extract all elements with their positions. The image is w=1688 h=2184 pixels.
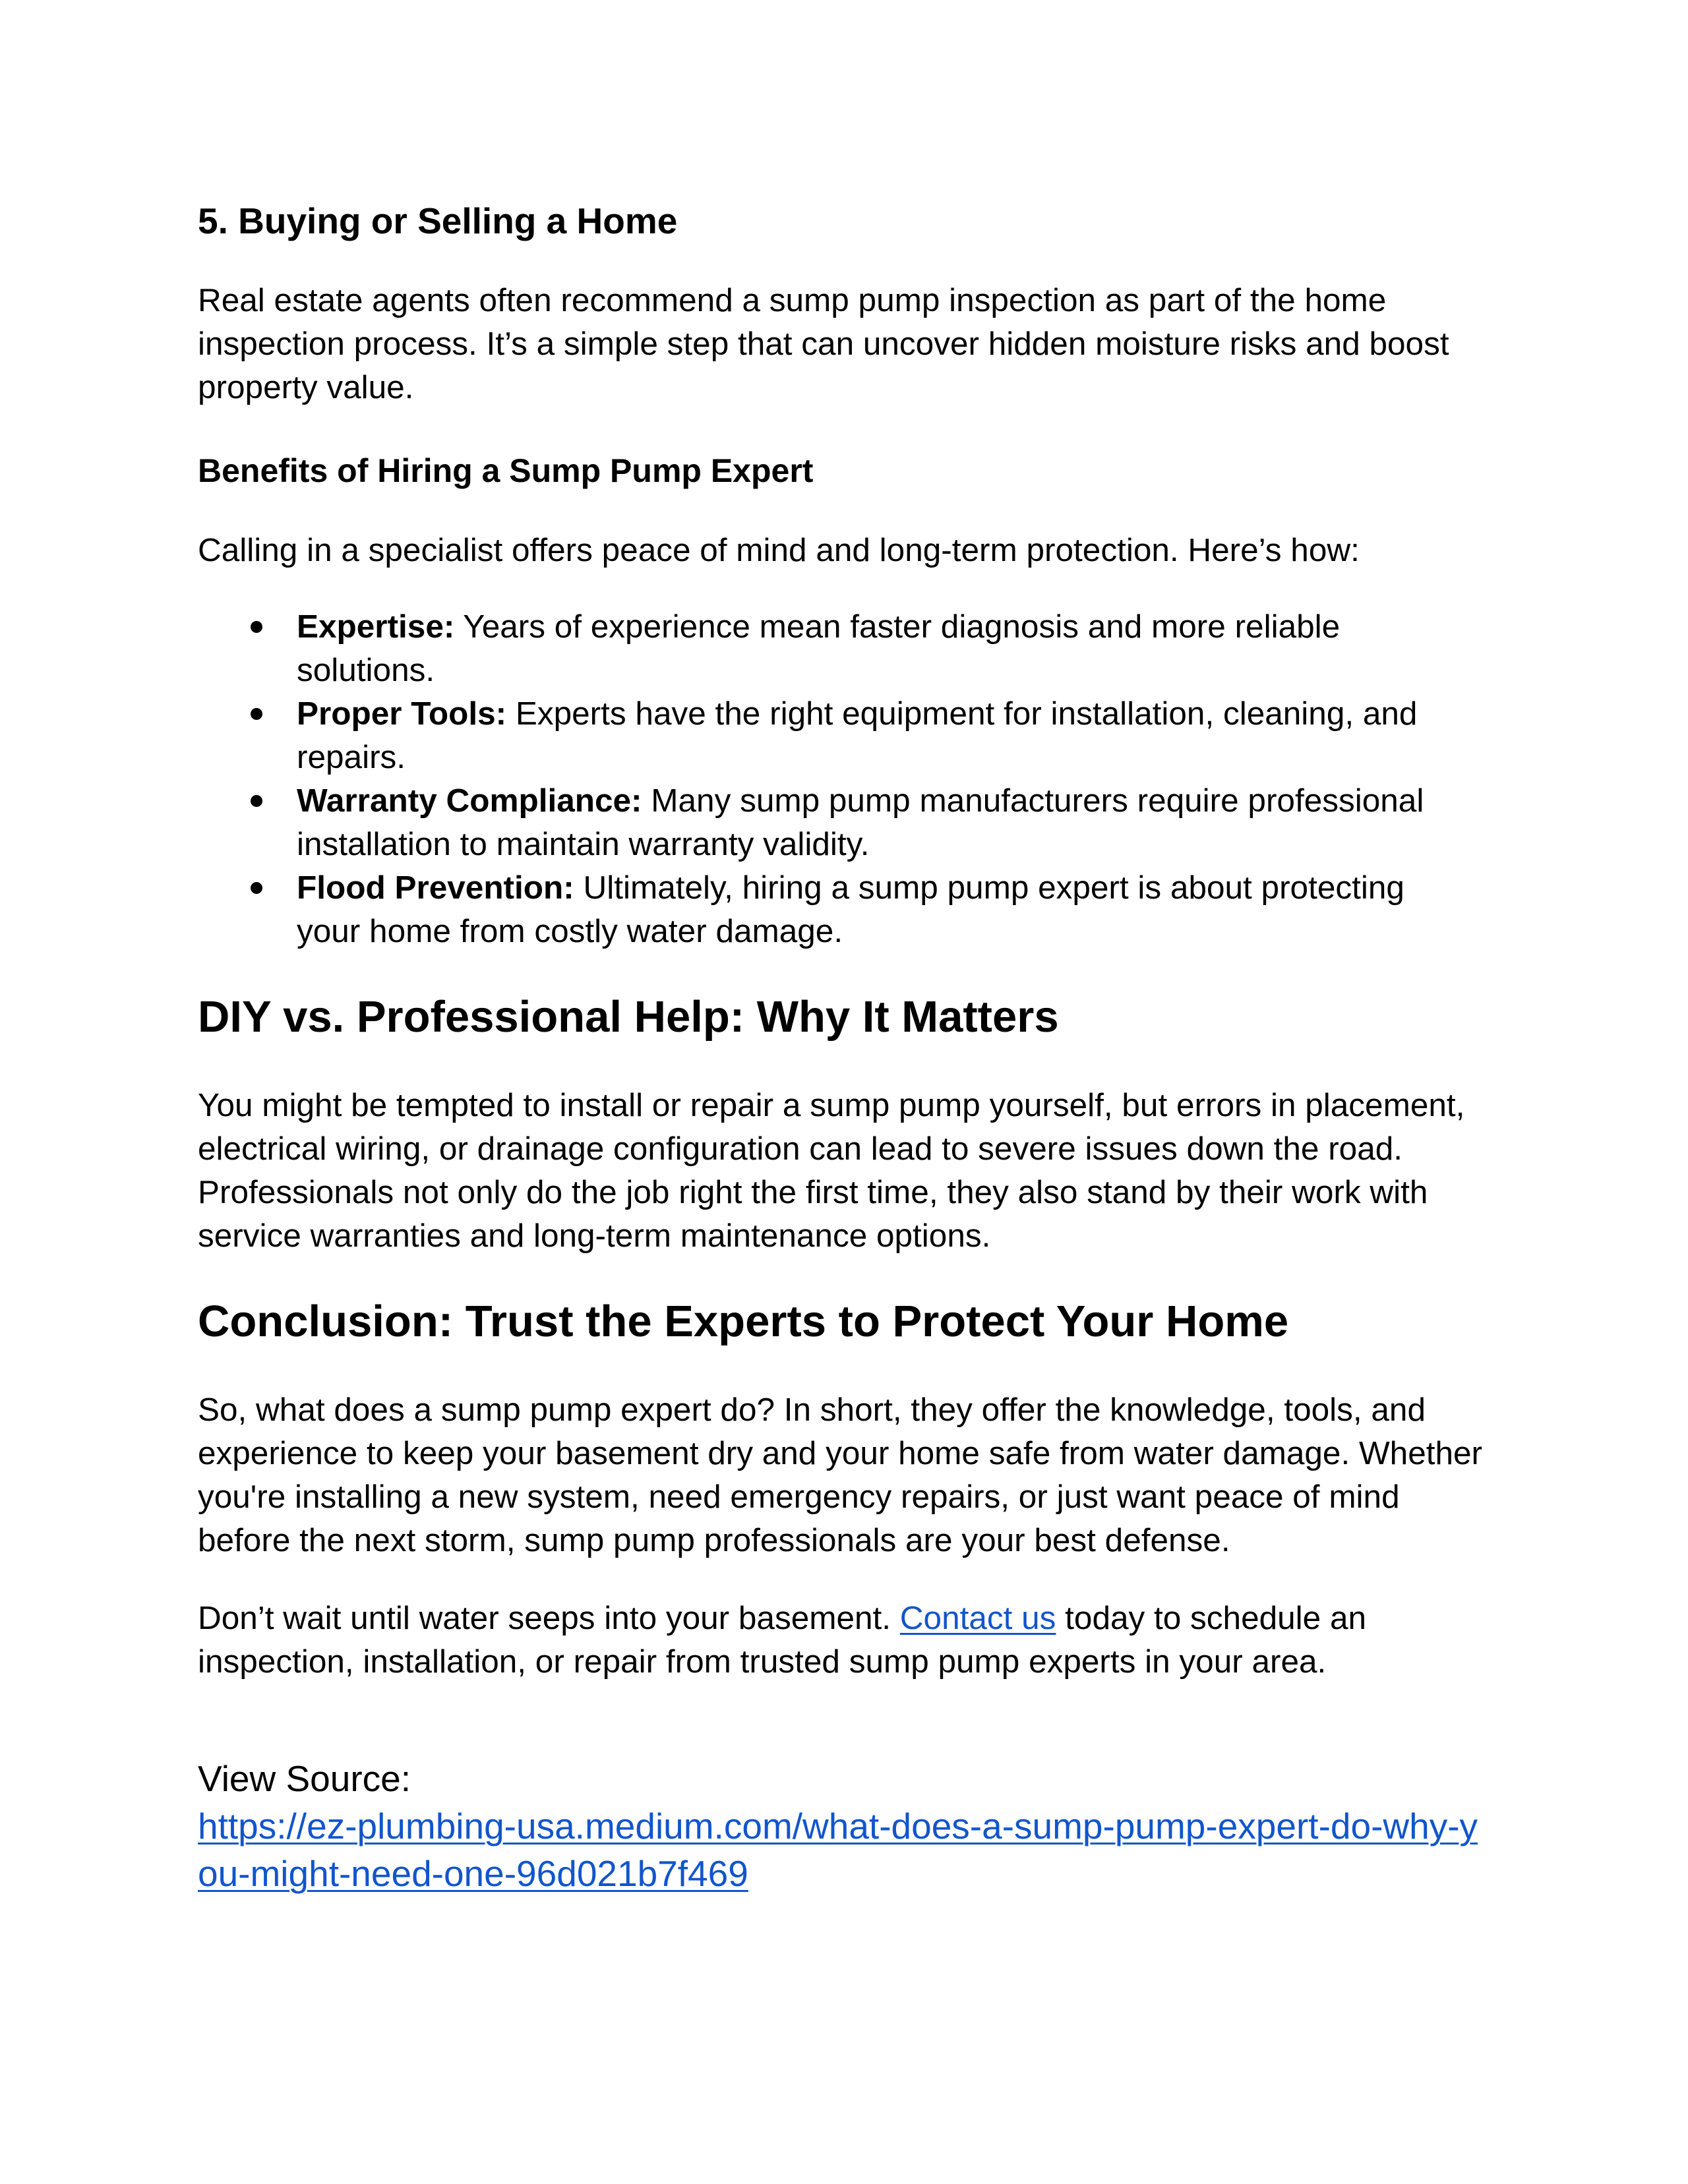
diy-heading: DIY vs. Professional Help: Why It Matters <box>198 992 1059 1042</box>
bullet-dot-icon <box>251 621 262 633</box>
bullet-term: Expertise: <box>297 608 455 645</box>
conclusion-heading: Conclusion: Trust the Experts to Protect Your Home <box>198 1297 1289 1346</box>
bullet-text: Experts have the right equipment for installation, cleaning, and repairs. <box>297 695 1418 775</box>
cta-text-before: Don’t wait until water seeps into your basement. <box>198 1600 900 1636</box>
diy-paragraph: You might be tempted to install or repair a sump pump yourself, but errors in placement, electrical wiring, or drainage configuration can lead to severe issues down the road. Professionals not only do the job right the first time, they also stand by their work with service warranties and long-term maintenance options. <box>198 1087 1465 1254</box>
cta-text-after: today to schedule an inspection, installation, or repair from trusted sump pump experts in your area. <box>198 1600 1367 1680</box>
benefits-list <box>198 605 1490 953</box>
source-url-paragraph <box>198 1802 1490 1897</box>
bullet-text: Many sump pump manufacturers require professional installation to maintain warranty validity. <box>297 782 1424 862</box>
contact-us-link[interactable]: Contact us <box>899 1600 1056 1636</box>
bullet-text: Years of experience mean faster diagnosis and more reliable solutions. <box>297 608 1341 688</box>
bullet-text: Ultimately, hiring a sump pump expert is about protecting your home from costly water damage. <box>297 870 1404 949</box>
list-item <box>198 605 1457 692</box>
section-heading-buying-selling: 5. Buying or Selling a Home <box>198 200 678 241</box>
bullet-term: Warranty Compliance: <box>297 782 642 819</box>
list-item <box>198 866 1457 953</box>
cta-paragraph <box>198 1597 1490 1684</box>
list-item <box>198 779 1457 866</box>
source-url-link[interactable]: https://ez-plumbing-usa.medium.com/what-does-a-sump-pump-expert-do-why-you-might-need-one-96d021b7f469 <box>198 1806 1478 1894</box>
benefits-intro: Calling in a specialist offers peace of mind and long-term protection. Here’s how: <box>198 532 1360 568</box>
bullet-term: Flood Prevention: <box>297 870 574 906</box>
conclusion-paragraph: So, what does a sump pump expert do? In short, they offer the knowledge, tools, and experience to keep your basement dry and your home safe from water damage. Whether you're installing a new system, need emergency repairs, or just want peace of mind before the next storm, sump pump professionals are your best defense. <box>198 1392 1483 1558</box>
view-source-label: View Source: <box>198 1758 411 1799</box>
bullet-dot-icon <box>251 795 262 807</box>
bullet-dot-icon <box>251 708 262 720</box>
buying-selling-paragraph: Real estate agents often recommend a sump pump inspection as part of the home inspection process. It’s a simple step that can uncover hidden moisture risks and boost property value. <box>198 282 1449 405</box>
list-item <box>198 692 1457 779</box>
benefits-heading: Benefits of Hiring a Sump Pump Expert <box>198 452 814 489</box>
bullet-term: Proper Tools: <box>297 695 507 732</box>
bullet-dot-icon <box>251 882 262 894</box>
